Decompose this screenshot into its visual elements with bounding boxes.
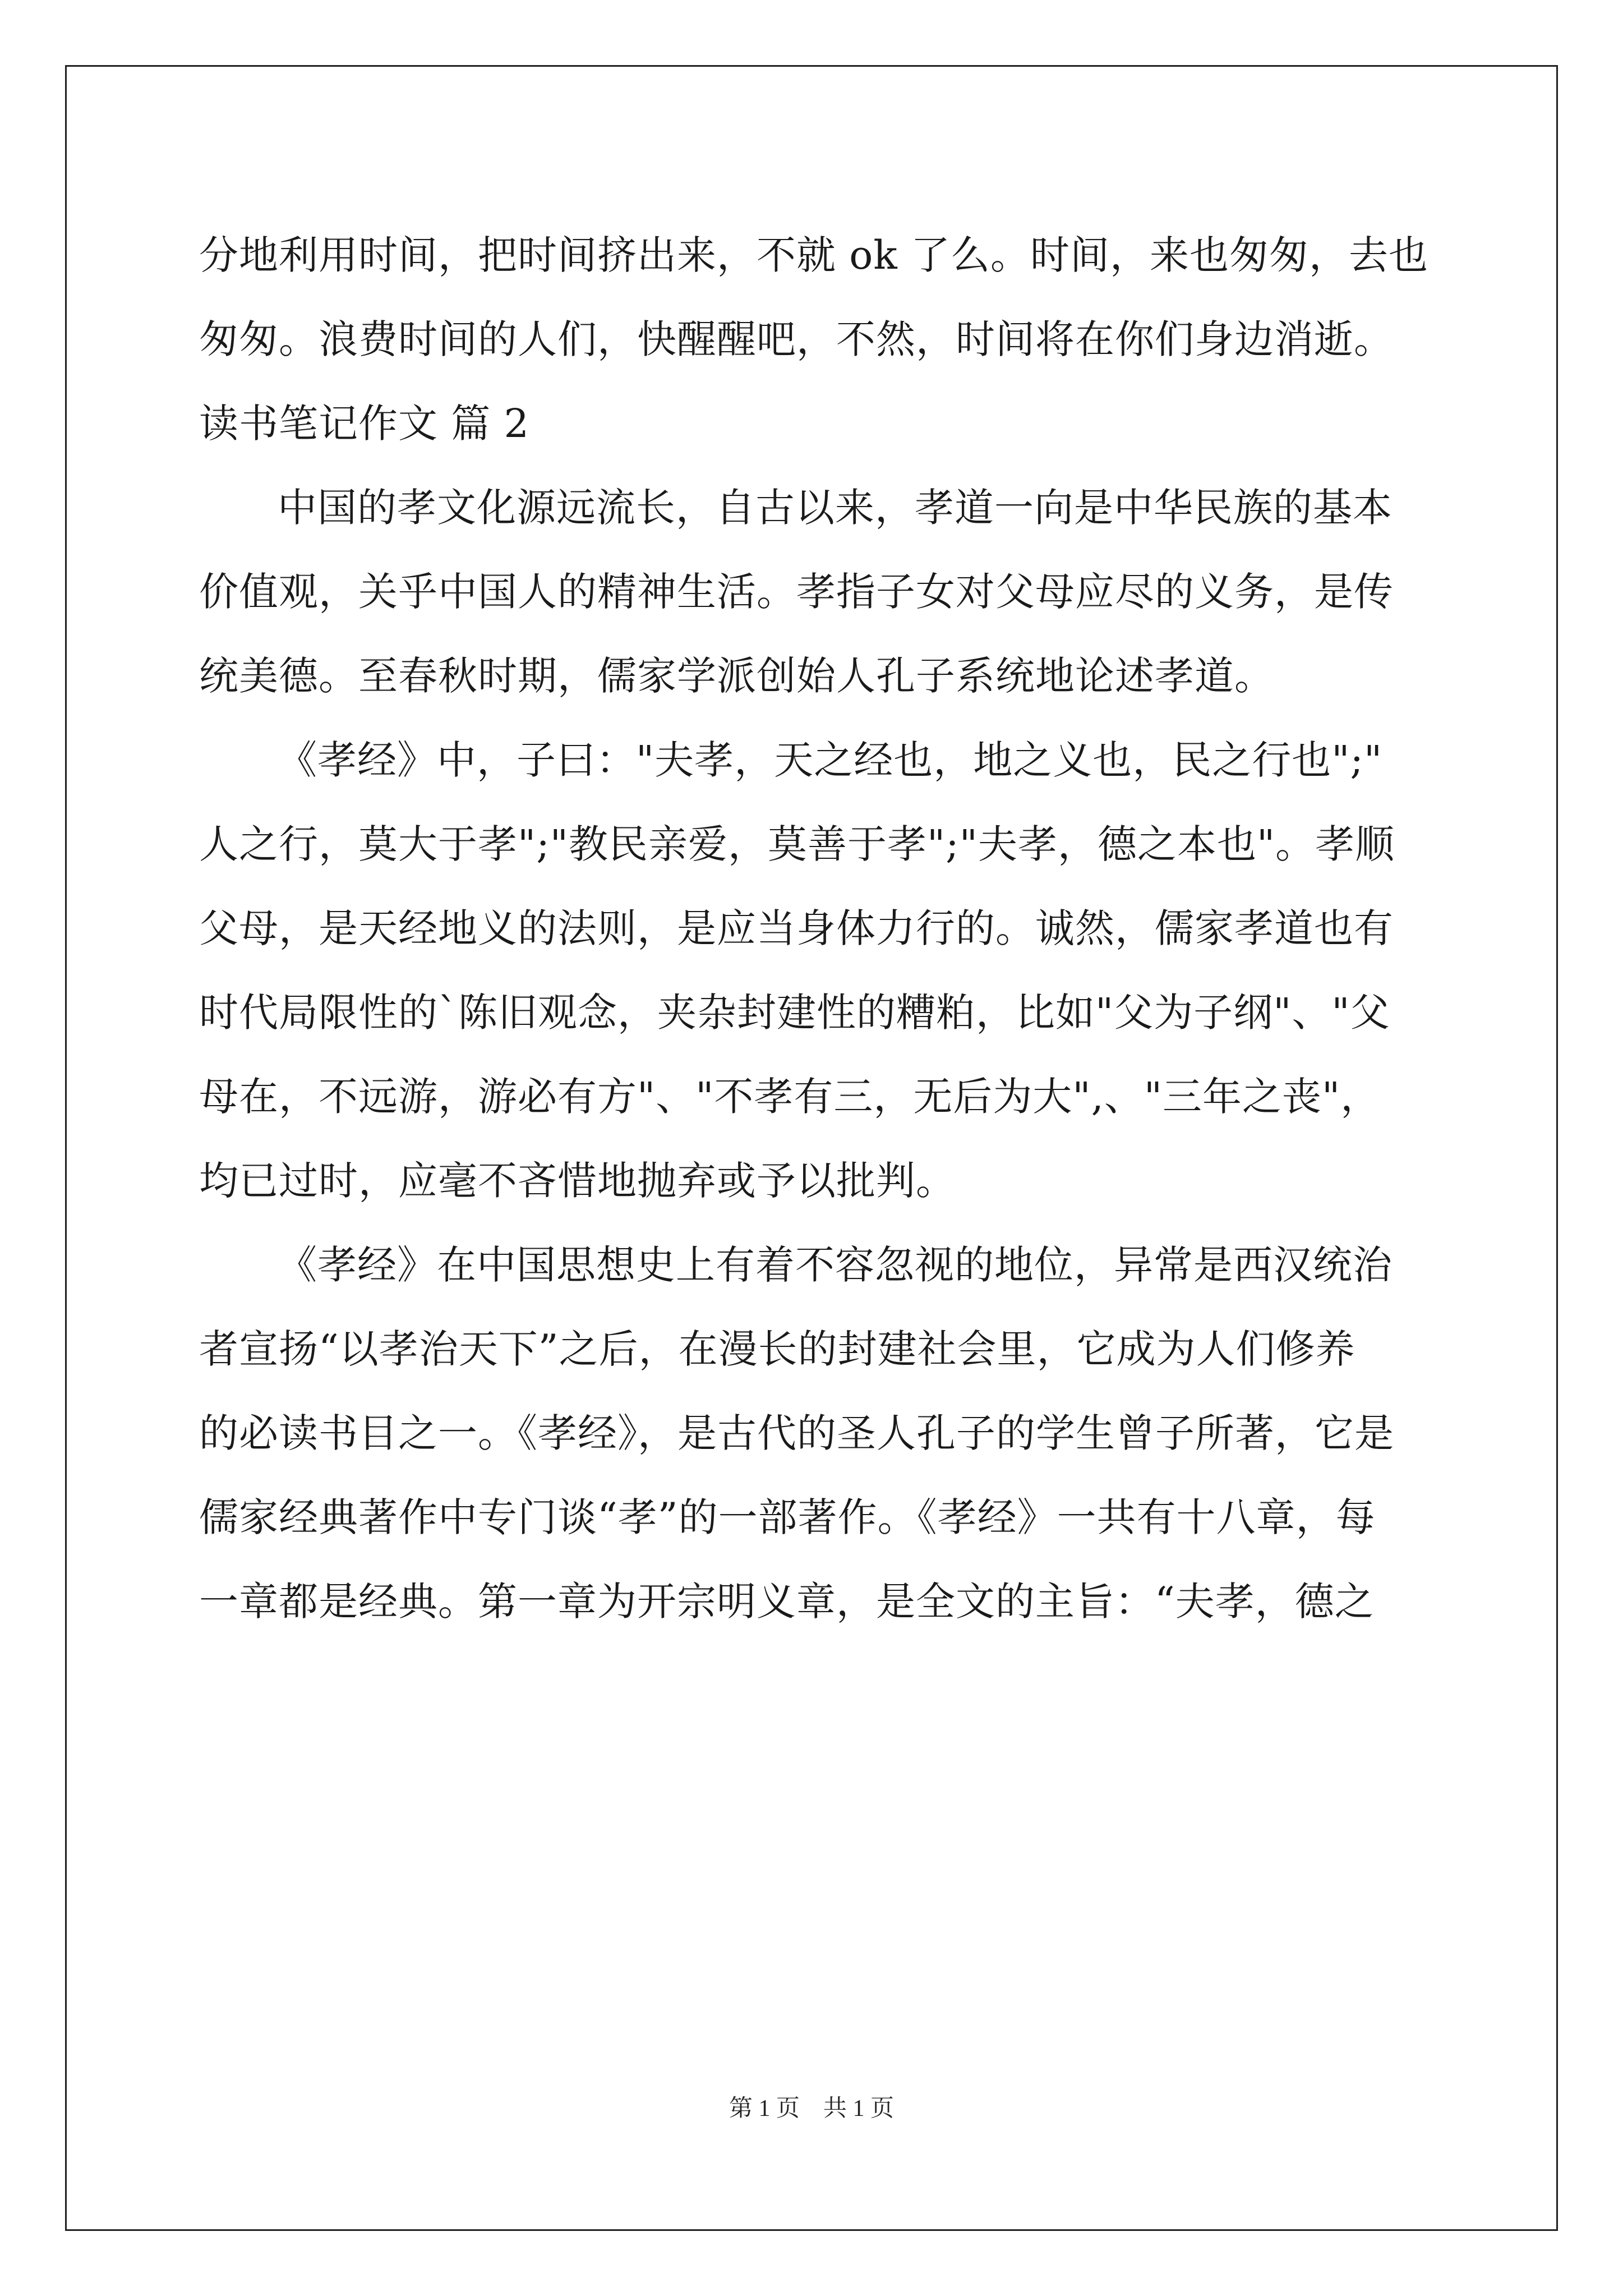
text-line: 时代局限性的`陈旧观念，夹杂封建性的糟粕，比如"父为子纲"、"父: [199, 990, 1390, 1036]
text-line: 母在，不远游，游必有方"、"不孝有三，无后为大",、"三年之丧"，: [199, 1074, 1381, 1120]
text-line: 统美德。至春秋时期，儒家学派创始人孔子系统地论述孝道。: [199, 653, 1274, 699]
text-line: 价值观，关乎中国人的精神生活。孝指子女对父母应尽的义务，是传: [199, 569, 1394, 615]
section-heading: 读书笔记作文 篇 2: [199, 401, 530, 447]
text-line: 《孝经》中，子曰："夫孝，天之经也，地之义也，民之行也";": [278, 737, 1383, 783]
text-line: 分地利用时间，把时间挤出来，不就 ok 了么。时间，来也匆匆，去也: [199, 232, 1429, 278]
page-number-footer: 第 1 页 共 1 页: [728, 2096, 894, 2122]
document-body: [199, 213, 1427, 1644]
text-line: 均已过时，应毫不吝惜地抛弃或予以批判。: [199, 1158, 956, 1204]
text-line: 匆匆。浪费时间的人们，快醒醒吧，不然，时间将在你们身边消逝。: [199, 316, 1394, 362]
text-line: 一章都是经典。第一章为开宗明义章，是全文的主旨：“夫孝，德之: [199, 1579, 1375, 1625]
text-line: 者宣扬“以孝治天下”之后，在漫长的封建社会里，它成为人们修养: [199, 1326, 1355, 1372]
text-line: 儒家经典著作中专门谈“孝”的一部著作。《孝经》一共有十八章，每: [199, 1494, 1376, 1540]
text-line: 人之行，莫大于孝";"教民亲爱，莫善于孝";"夫孝，德之本也"。孝顺: [199, 821, 1395, 867]
text-line: 的必读书目之一。《孝经》，是古代的圣人孔子的学生曾子所著，它是: [199, 1410, 1394, 1456]
text-line: 中国的孝文化源远流长，自古以来，孝道一向是中华民族的基本: [278, 485, 1393, 531]
text-line: 《孝经》在中国思想史上有着不容忽视的地位，异常是西汉统治: [278, 1242, 1393, 1288]
text-line: 父母，是天经地义的法则，是应当身体力行的。诚然，儒家孝道也有: [199, 905, 1394, 951]
